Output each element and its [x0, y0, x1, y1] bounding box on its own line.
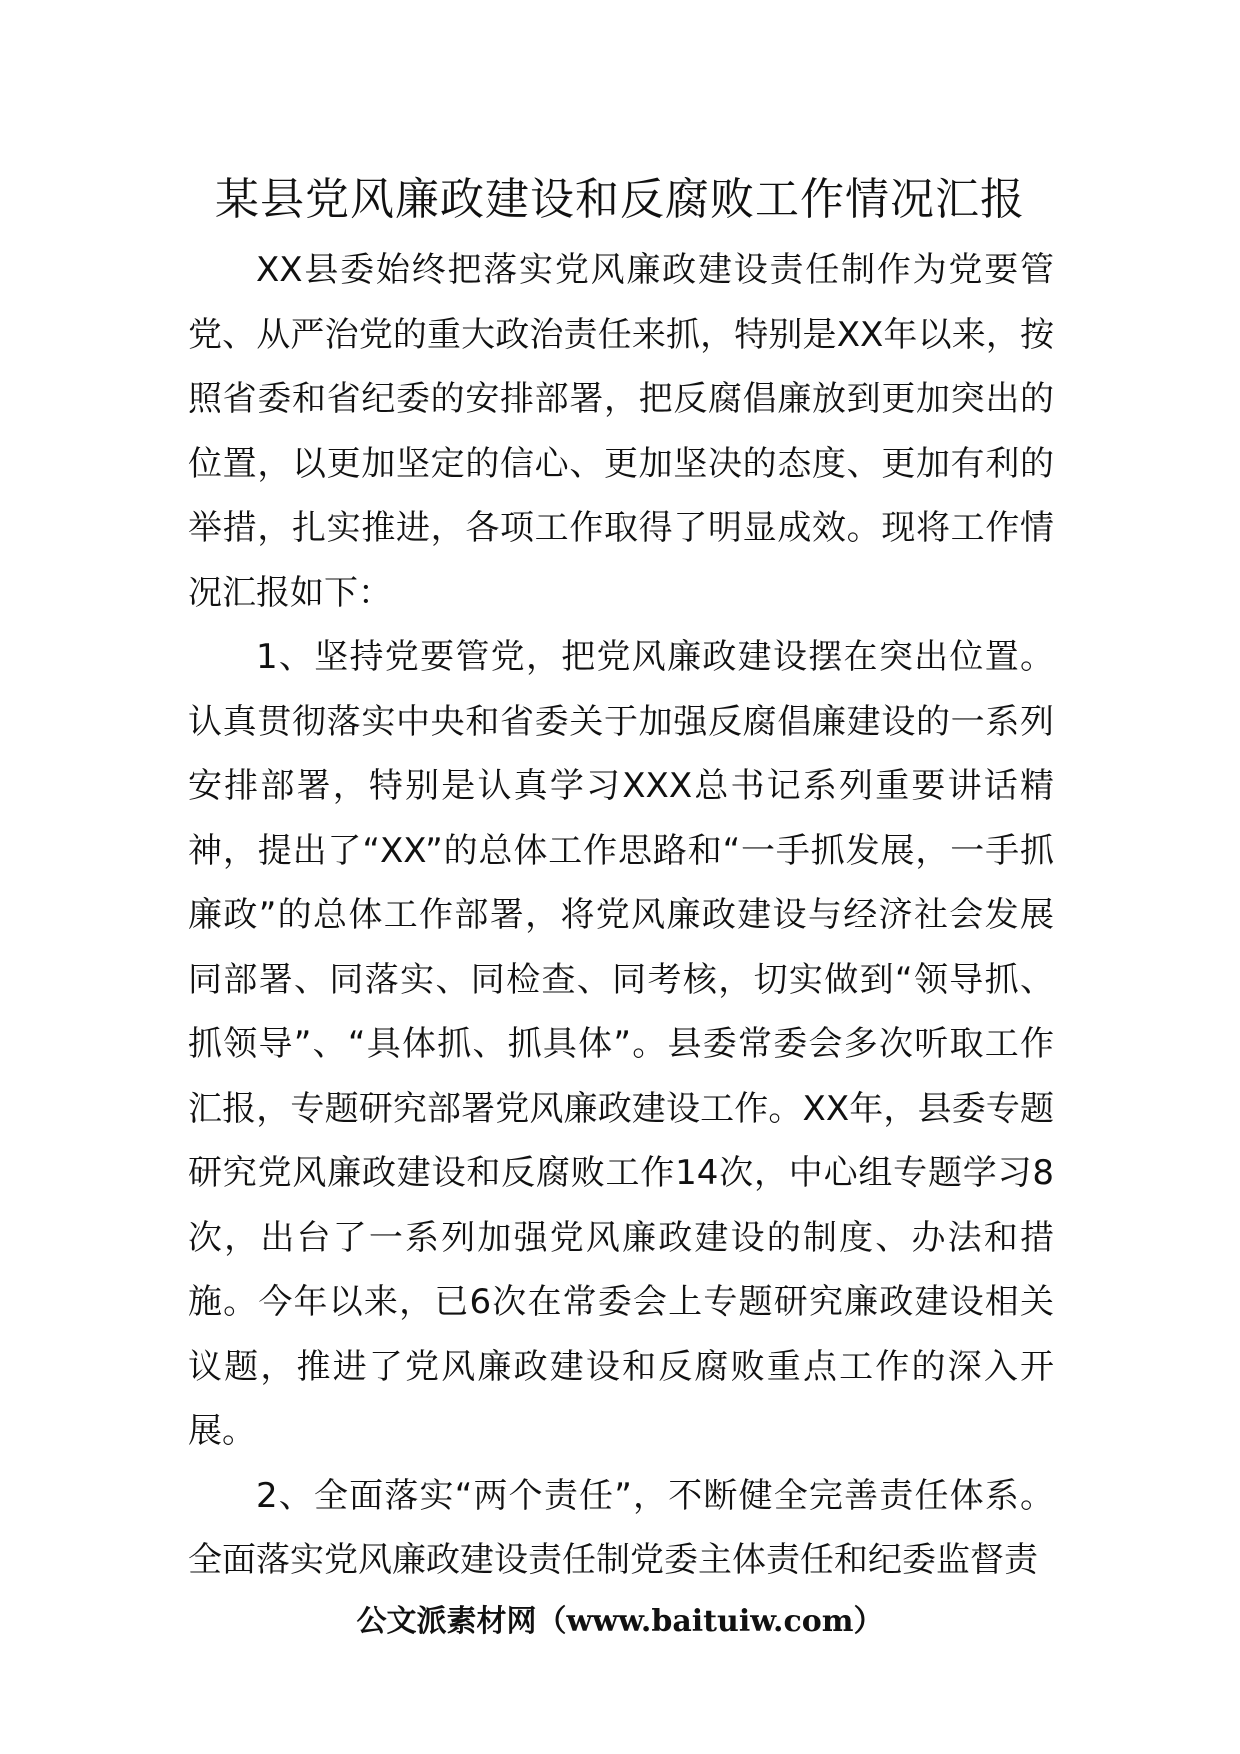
document-body — [188, 238, 1054, 1593]
paragraph-section-1: 1、坚持党要管党，把党风廉政建设摆在突出位置。认真贯彻落实中央和省委关于加强反腐倡廉建设的一系列安排部署，特别是认真学习XXX总书记系列重要讲话精神，提出了“XX”的总体工作思路和“一手抓发展，一手抓廉政”的总体工作部署，将党风廉政建设与经济社会发展同部署、同落实、同检查、同考核，切实做到“领导抓、抓领导”、“具体抓、抓具体”。县委常委会多次听取工作汇报，专题研究部署党风廉政建设工作。XX年，县委专题研究党风廉政建设和反腐败工作14次，中心组专题学习8次，出台了一系列加强党风廉政建设的制度、办法和措施。今年以来，已6次在常委会上专题研究廉政建设相关议题，推进了党风廉政建设和反腐败重点工作的深入开展。 — [188, 637, 1054, 1451]
footer-watermark: 公文派素材网（www.baituiw.com） — [356, 1604, 884, 1639]
paragraph-intro: XX县委始终把落实党风廉政建设责任制作为党要管党、从严治党的重大政治责任来抓，特别是XX年以来，按照省委和省纪委的安排部署，把反腐倡廉放到更加突出的位置，以更加坚定的信心、更加坚决的态度、更加有利的举措，扎实推进，各项工作取得了明显成效。现将工作情况汇报如下： — [188, 250, 1054, 613]
paragraph-section-2: 2、全面落实“两个责任”，不断健全完善责任体系。全面落实党风廉政建设责任制党委主体责任和纪委监督责 — [188, 1475, 1054, 1580]
document-title: 某县党风廉政建设和反腐败工作情况汇报 — [215, 174, 1025, 225]
